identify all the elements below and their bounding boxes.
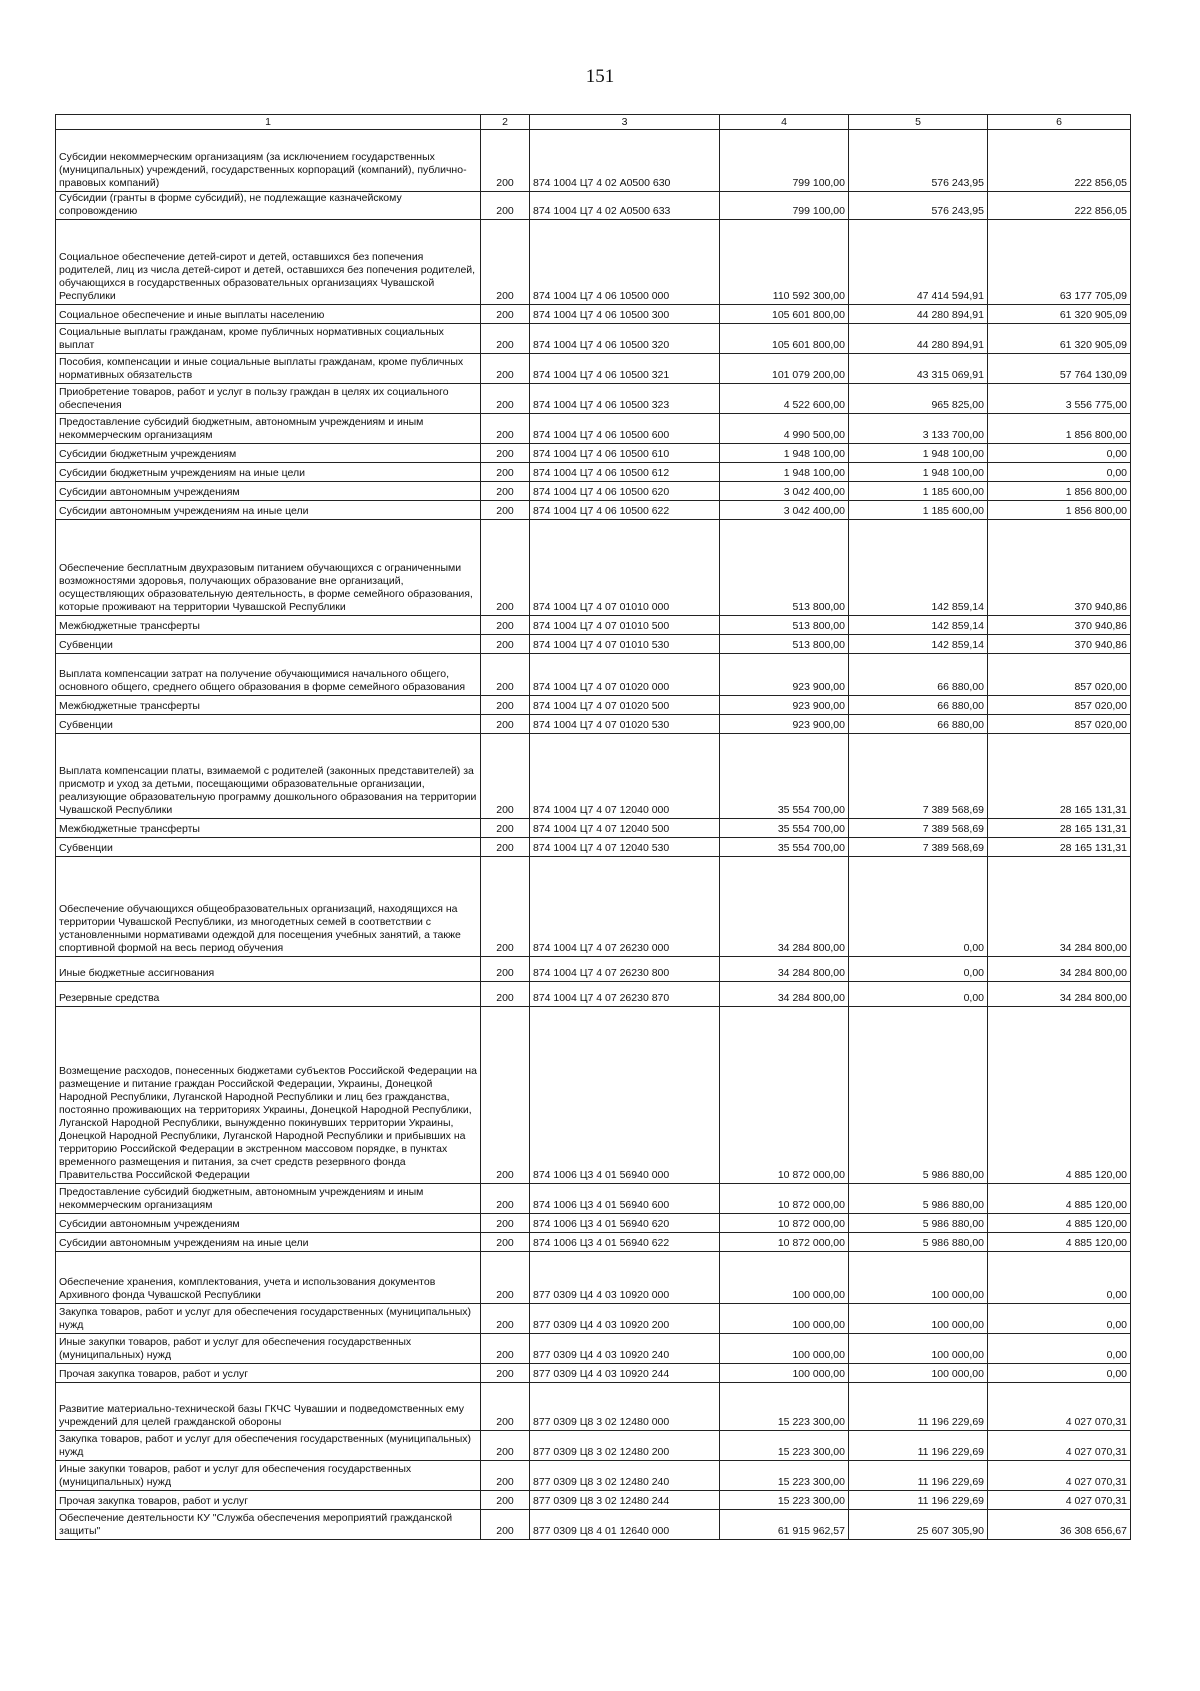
row-value-col4: 101 079 200,00: [720, 354, 849, 384]
table-row: [56, 354, 1131, 384]
row-value-col4: 923 900,00: [720, 696, 849, 715]
row-admin-code: 200: [481, 1252, 530, 1304]
row-value-col4: 1 948 100,00: [720, 444, 849, 463]
table-row: [56, 324, 1131, 354]
row-budget-code: 874 1004 Ц7 4 07 01010 000: [530, 520, 720, 616]
table-row: [56, 520, 1131, 616]
row-name: Обеспечение хранения, комплектования, учета и использования документов Архивного фонда Чувашской Республики: [56, 1252, 481, 1304]
row-name: Субвенции: [56, 715, 481, 734]
table-row: [56, 1334, 1131, 1364]
row-value-col6: 61 320 905,09: [988, 324, 1131, 354]
row-value-col4: 1 948 100,00: [720, 463, 849, 482]
row-value-col4: 923 900,00: [720, 654, 849, 696]
row-value-col4: 4 522 600,00: [720, 384, 849, 414]
row-budget-code: 877 0309 Ц8 4 01 12640 000: [530, 1510, 720, 1540]
row-admin-code: 200: [481, 354, 530, 384]
table-row: [56, 1431, 1131, 1461]
row-value-col5: 43 315 069,91: [849, 354, 988, 384]
row-value-col6: 28 165 131,31: [988, 819, 1131, 838]
row-admin-code: 200: [481, 635, 530, 654]
row-value-col6: 857 020,00: [988, 654, 1131, 696]
table-row: [56, 130, 1131, 192]
row-value-col5: 100 000,00: [849, 1252, 988, 1304]
row-value-col4: 15 223 300,00: [720, 1431, 849, 1461]
row-value-col5: 44 280 894,91: [849, 305, 988, 324]
row-budget-code: 874 1004 Ц7 4 06 10500 323: [530, 384, 720, 414]
row-value-col4: 34 284 800,00: [720, 982, 849, 1007]
row-budget-code: 874 1004 Ц7 4 06 10500 321: [530, 354, 720, 384]
row-value-col4: 513 800,00: [720, 616, 849, 635]
row-value-col5: 1 185 600,00: [849, 501, 988, 520]
table-row: [56, 220, 1131, 305]
row-value-col5: 3 133 700,00: [849, 414, 988, 444]
table-row: [56, 857, 1131, 957]
row-name: Межбюджетные трансферты: [56, 819, 481, 838]
row-value-col6: 57 764 130,09: [988, 354, 1131, 384]
row-name: Прочая закупка товаров, работ и услуг: [56, 1364, 481, 1383]
row-value-col5: 11 196 229,69: [849, 1491, 988, 1510]
row-name: Социальные выплаты гражданам, кроме публичных нормативных социальных выплат: [56, 324, 481, 354]
row-value-col4: 513 800,00: [720, 635, 849, 654]
row-name: Выплата компенсации платы, взимаемой с родителей (законных представителей) за присмотр и уход за детьми, посещающими образовательные организации, реализующие образовательную программу дошкольного образования на территории Чувашской Республики: [56, 734, 481, 819]
row-name: Закупка товаров, работ и услуг для обеспечения государственных (муниципальных) нужд: [56, 1431, 481, 1461]
row-name: Субвенции: [56, 635, 481, 654]
table-row: [56, 1491, 1131, 1510]
row-name: Субсидии автономным учреждениям на иные цели: [56, 1233, 481, 1252]
row-budget-code: 874 1004 Ц7 4 07 12040 500: [530, 819, 720, 838]
row-value-col4: 3 042 400,00: [720, 501, 849, 520]
row-name: Межбюджетные трансферты: [56, 696, 481, 715]
column-header-4: 4: [720, 115, 849, 130]
row-value-col6: 0,00: [988, 1334, 1131, 1364]
row-value-col6: 4 885 120,00: [988, 1214, 1131, 1233]
row-value-col5: 100 000,00: [849, 1334, 988, 1364]
row-budget-code: 874 1006 Ц3 4 01 56940 622: [530, 1233, 720, 1252]
row-name: Возмещение расходов, понесенных бюджетами субъектов Российской Федерации на размещение и питание граждан Российской Федерации, Украины, Донецкой Народной Республики, Луганской Народной Республики и лиц без гражданства, постоянно проживающих на территориях Украины, Донецкой Народной Республики, Луганской Народной Республики, вынужденно покинувших территории Украины, Донецкой Народной Республики, Луганской Народной Республики и прибывших на территорию Российской Федерации в экстренном массовом порядке, в пунктах временного размещения и питания, за счет средств резервного фонда Правительства Российской Федерации: [56, 1007, 481, 1184]
row-value-col6: 370 940,86: [988, 635, 1131, 654]
row-admin-code: 200: [481, 1184, 530, 1214]
row-value-col4: 61 915 962,57: [720, 1510, 849, 1540]
row-name: Обеспечение бесплатным двухразовым питанием обучающихся с ограниченными возможностями здоровья, получающих образование вне организаций, осуществляющих образовательную деятельность, в форме семейного образования, которые проживают на территории Чувашской Республики: [56, 520, 481, 616]
row-name: Предоставление субсидий бюджетным, автономным учреждениям и иным некоммерческим организациям: [56, 414, 481, 444]
row-admin-code: 200: [481, 463, 530, 482]
row-admin-code: 200: [481, 414, 530, 444]
row-value-col5: 11 196 229,69: [849, 1431, 988, 1461]
row-admin-code: 200: [481, 501, 530, 520]
row-value-col6: 857 020,00: [988, 715, 1131, 734]
table-row: [56, 1383, 1131, 1431]
row-value-col4: 15 223 300,00: [720, 1383, 849, 1431]
row-budget-code: 874 1004 Ц7 4 07 01020 530: [530, 715, 720, 734]
row-value-col5: 0,00: [849, 982, 988, 1007]
table-row: [56, 982, 1131, 1007]
row-value-col4: 100 000,00: [720, 1364, 849, 1383]
row-value-col5: 5 986 880,00: [849, 1007, 988, 1184]
row-budget-code: 874 1006 Ц3 4 01 56940 600: [530, 1184, 720, 1214]
row-value-col4: 35 554 700,00: [720, 838, 849, 857]
table-row: [56, 734, 1131, 819]
row-budget-code: 877 0309 Ц8 3 02 12480 200: [530, 1431, 720, 1461]
row-admin-code: 200: [481, 1007, 530, 1184]
row-name: Субсидии некоммерческим организациям (за исключением государственных (муниципальных) учреждений, государственных корпораций (компаний), публично-правовых компаний): [56, 130, 481, 192]
row-value-col6: 0,00: [988, 1364, 1131, 1383]
column-header-5: 5: [849, 115, 988, 130]
row-admin-code: 200: [481, 957, 530, 982]
row-admin-code: 200: [481, 384, 530, 414]
row-value-col5: 576 243,95: [849, 192, 988, 220]
row-admin-code: 200: [481, 982, 530, 1007]
row-value-col6: 63 177 705,09: [988, 220, 1131, 305]
row-value-col4: 34 284 800,00: [720, 857, 849, 957]
row-budget-code: 874 1004 Ц7 4 06 10500 320: [530, 324, 720, 354]
row-value-col4: 15 223 300,00: [720, 1461, 849, 1491]
row-value-col6: 1 856 800,00: [988, 482, 1131, 501]
row-name: Выплата компенсации затрат на получение обучающимися начального общего, основного общего, среднего общего образования в форме семейного образования: [56, 654, 481, 696]
row-value-col5: 25 607 305,90: [849, 1510, 988, 1540]
row-admin-code: 200: [481, 838, 530, 857]
table-body: [56, 130, 1131, 1540]
row-admin-code: 200: [481, 857, 530, 957]
row-value-col4: 105 601 800,00: [720, 324, 849, 354]
row-value-col5: 142 859,14: [849, 520, 988, 616]
row-budget-code: 874 1004 Ц7 4 07 01010 530: [530, 635, 720, 654]
row-budget-code: 877 0309 Ц4 4 03 10920 200: [530, 1304, 720, 1334]
table-row: [56, 384, 1131, 414]
row-value-col5: 5 986 880,00: [849, 1233, 988, 1252]
row-name: Прочая закупка товаров, работ и услуг: [56, 1491, 481, 1510]
row-budget-code: 874 1004 Ц7 4 07 01020 500: [530, 696, 720, 715]
row-value-col4: 105 601 800,00: [720, 305, 849, 324]
row-value-col6: 222 856,05: [988, 192, 1131, 220]
row-name: Субсидии автономным учреждениям на иные цели: [56, 501, 481, 520]
row-name: Межбюджетные трансферты: [56, 616, 481, 635]
row-name: Социальное обеспечение детей-сирот и детей, оставшихся без попечения родителей, лиц из числа детей-сирот и детей, оставшихся без попечения родителей, обучающихся в государственных образовательных организациях Чувашской Республики: [56, 220, 481, 305]
row-value-col6: 4 885 120,00: [988, 1007, 1131, 1184]
row-value-col4: 4 990 500,00: [720, 414, 849, 444]
row-name: Субвенции: [56, 838, 481, 857]
table-row: [56, 1364, 1131, 1383]
table-row: [56, 501, 1131, 520]
row-name: Обеспечение обучающихся общеобразовательных организаций, находящихся на территории Чувашской Республики, из многодетных семей в соответствии с установленными нормативами одеждой для посещения учебных занятий, а также спортивной формой на весь период обучения: [56, 857, 481, 957]
row-name: Закупка товаров, работ и услуг для обеспечения государственных (муниципальных) нужд: [56, 1304, 481, 1334]
row-value-col4: 110 592 300,00: [720, 220, 849, 305]
row-admin-code: 200: [481, 520, 530, 616]
row-admin-code: 200: [481, 1510, 530, 1540]
row-value-col6: 370 940,86: [988, 616, 1131, 635]
row-value-col4: 35 554 700,00: [720, 819, 849, 838]
row-value-col5: 47 414 594,91: [849, 220, 988, 305]
row-admin-code: 200: [481, 734, 530, 819]
row-name: Приобретение товаров, работ и услуг в пользу граждан в целях их социального обеспечения: [56, 384, 481, 414]
row-admin-code: 200: [481, 1304, 530, 1334]
table-row: [56, 1214, 1131, 1233]
row-value-col6: 34 284 800,00: [988, 857, 1131, 957]
row-value-col4: 10 872 000,00: [720, 1184, 849, 1214]
row-name: Субсидии автономным учреждениям: [56, 482, 481, 501]
table-row: [56, 838, 1131, 857]
column-header-1: 1: [56, 115, 481, 130]
row-budget-code: 874 1004 Ц7 4 07 01010 500: [530, 616, 720, 635]
row-budget-code: 877 0309 Ц8 3 02 12480 000: [530, 1383, 720, 1431]
row-value-col5: 100 000,00: [849, 1364, 988, 1383]
row-admin-code: 200: [481, 1491, 530, 1510]
table-row: [56, 1184, 1131, 1214]
column-header-2: 2: [481, 115, 530, 130]
row-value-col6: 0,00: [988, 463, 1131, 482]
row-name: Иные закупки товаров, работ и услуг для обеспечения государственных (муниципальных) нужд: [56, 1334, 481, 1364]
row-value-col4: 10 872 000,00: [720, 1233, 849, 1252]
table-row: [56, 1233, 1131, 1252]
row-budget-code: 874 1004 Ц7 4 06 10500 612: [530, 463, 720, 482]
row-value-col6: 28 165 131,31: [988, 838, 1131, 857]
row-name: Предоставление субсидий бюджетным, автономным учреждениям и иным некоммерческим организациям: [56, 1184, 481, 1214]
row-admin-code: 200: [481, 616, 530, 635]
row-value-col5: 576 243,95: [849, 130, 988, 192]
row-value-col4: 10 872 000,00: [720, 1214, 849, 1233]
row-value-col6: 4 027 070,31: [988, 1491, 1131, 1510]
row-admin-code: 200: [481, 1364, 530, 1383]
row-name: Обеспечение деятельности КУ "Служба обеспечения мероприятий гражданской защиты": [56, 1510, 481, 1540]
column-header-3: 3: [530, 115, 720, 130]
row-value-col6: 34 284 800,00: [988, 957, 1131, 982]
row-budget-code: 874 1006 Ц3 4 01 56940 620: [530, 1214, 720, 1233]
row-value-col5: 142 859,14: [849, 616, 988, 635]
row-value-col5: 66 880,00: [849, 654, 988, 696]
row-value-col6: 34 284 800,00: [988, 982, 1131, 1007]
row-admin-code: 200: [481, 715, 530, 734]
row-value-col6: 4 027 070,31: [988, 1431, 1131, 1461]
row-value-col5: 965 825,00: [849, 384, 988, 414]
table-row: [56, 696, 1131, 715]
row-value-col6: 0,00: [988, 444, 1131, 463]
budget-execution-table: [55, 114, 1131, 1540]
row-value-col6: 28 165 131,31: [988, 734, 1131, 819]
row-value-col6: 222 856,05: [988, 130, 1131, 192]
row-value-col5: 7 389 568,69: [849, 838, 988, 857]
row-value-col4: 15 223 300,00: [720, 1491, 849, 1510]
row-value-col5: 0,00: [849, 957, 988, 982]
row-name: Субсидии (гранты в форме субсидий), не подлежащие казначейскому сопровождению: [56, 192, 481, 220]
row-admin-code: 200: [481, 324, 530, 354]
row-value-col4: 35 554 700,00: [720, 734, 849, 819]
table-row: [56, 192, 1131, 220]
row-admin-code: 200: [481, 444, 530, 463]
row-value-col6: 0,00: [988, 1252, 1131, 1304]
row-admin-code: 200: [481, 1431, 530, 1461]
row-name: Иные закупки товаров, работ и услуг для обеспечения государственных (муниципальных) нужд: [56, 1461, 481, 1491]
row-value-col4: 100 000,00: [720, 1252, 849, 1304]
row-value-col4: 100 000,00: [720, 1334, 849, 1364]
row-value-col5: 5 986 880,00: [849, 1184, 988, 1214]
row-budget-code: 874 1004 Ц7 4 06 10500 620: [530, 482, 720, 501]
row-value-col6: 370 940,86: [988, 520, 1131, 616]
row-value-col6: 857 020,00: [988, 696, 1131, 715]
row-value-col4: 34 284 800,00: [720, 957, 849, 982]
row-budget-code: 874 1004 Ц7 4 06 10500 000: [530, 220, 720, 305]
table-row: [56, 444, 1131, 463]
row-value-col6: 3 556 775,00: [988, 384, 1131, 414]
row-value-col5: 5 986 880,00: [849, 1214, 988, 1233]
row-value-col6: 4 885 120,00: [988, 1233, 1131, 1252]
row-budget-code: 874 1004 Ц7 4 07 12040 530: [530, 838, 720, 857]
row-budget-code: 874 1004 Ц7 4 07 26230 000: [530, 857, 720, 957]
row-budget-code: 877 0309 Ц8 3 02 12480 244: [530, 1491, 720, 1510]
table-row: [56, 463, 1131, 482]
table-row: [56, 1461, 1131, 1491]
row-admin-code: 200: [481, 220, 530, 305]
table-row: [56, 1252, 1131, 1304]
row-name: Пособия, компенсации и иные социальные выплаты гражданам, кроме публичных нормативных обязательств: [56, 354, 481, 384]
row-budget-code: 877 0309 Ц4 4 03 10920 244: [530, 1364, 720, 1383]
row-name: Иные бюджетные ассигнования: [56, 957, 481, 982]
row-value-col6: 1 856 800,00: [988, 414, 1131, 444]
row-budget-code: 874 1006 Ц3 4 01 56940 000: [530, 1007, 720, 1184]
row-value-col5: 100 000,00: [849, 1304, 988, 1334]
row-admin-code: 200: [481, 192, 530, 220]
row-value-col5: 0,00: [849, 857, 988, 957]
table-row: [56, 414, 1131, 444]
table-row: [56, 654, 1131, 696]
row-value-col6: 1 856 800,00: [988, 501, 1131, 520]
row-budget-code: 874 1004 Ц7 4 06 10500 300: [530, 305, 720, 324]
row-name: Субсидии автономным учреждениям: [56, 1214, 481, 1233]
column-number-row: [56, 115, 1131, 130]
row-value-col6: 61 320 905,09: [988, 305, 1131, 324]
row-value-col4: 100 000,00: [720, 1304, 849, 1334]
row-admin-code: 200: [481, 1214, 530, 1233]
row-value-col5: 142 859,14: [849, 635, 988, 654]
row-value-col6: 36 308 656,67: [988, 1510, 1131, 1540]
row-value-col5: 7 389 568,69: [849, 734, 988, 819]
row-value-col4: 799 100,00: [720, 192, 849, 220]
row-admin-code: 200: [481, 1233, 530, 1252]
table-row: [56, 1304, 1131, 1334]
row-admin-code: 200: [481, 305, 530, 324]
row-value-col5: 11 196 229,69: [849, 1383, 988, 1431]
row-value-col4: 10 872 000,00: [720, 1007, 849, 1184]
row-name: Субсидии бюджетным учреждениям: [56, 444, 481, 463]
row-value-col4: 799 100,00: [720, 130, 849, 192]
row-admin-code: 200: [481, 654, 530, 696]
row-budget-code: 877 0309 Ц8 3 02 12480 240: [530, 1461, 720, 1491]
row-budget-code: 874 1004 Ц7 4 07 26230 800: [530, 957, 720, 982]
row-budget-code: 874 1004 Ц7 4 06 10500 600: [530, 414, 720, 444]
table-row: [56, 957, 1131, 982]
row-budget-code: 874 1004 Ц7 4 07 26230 870: [530, 982, 720, 1007]
table-row: [56, 819, 1131, 838]
row-value-col6: 4 885 120,00: [988, 1184, 1131, 1214]
row-budget-code: 874 1004 Ц7 4 02 А0500 633: [530, 192, 720, 220]
row-budget-code: 874 1004 Ц7 4 06 10500 610: [530, 444, 720, 463]
row-value-col6: 4 027 070,31: [988, 1383, 1131, 1431]
row-budget-code: 877 0309 Ц4 4 03 10920 000: [530, 1252, 720, 1304]
table-row: [56, 616, 1131, 635]
row-admin-code: 200: [481, 482, 530, 501]
table-row: [56, 715, 1131, 734]
row-name: Субсидии бюджетным учреждениям на иные цели: [56, 463, 481, 482]
table-row: [56, 635, 1131, 654]
row-budget-code: 874 1004 Ц7 4 07 12040 000: [530, 734, 720, 819]
row-value-col4: 3 042 400,00: [720, 482, 849, 501]
row-admin-code: 200: [481, 1334, 530, 1364]
row-value-col5: 1 948 100,00: [849, 444, 988, 463]
row-name: Резервные средства: [56, 982, 481, 1007]
row-budget-code: 874 1004 Ц7 4 02 А0500 630: [530, 130, 720, 192]
row-admin-code: 200: [481, 130, 530, 192]
row-name: Социальное обеспечение и иные выплаты населению: [56, 305, 481, 324]
row-value-col5: 7 389 568,69: [849, 819, 988, 838]
row-value-col4: 513 800,00: [720, 520, 849, 616]
row-admin-code: 200: [481, 819, 530, 838]
row-admin-code: 200: [481, 1461, 530, 1491]
table-row: [56, 1007, 1131, 1184]
row-value-col5: 11 196 229,69: [849, 1461, 988, 1491]
row-value-col6: 0,00: [988, 1304, 1131, 1334]
table-row: [56, 305, 1131, 324]
page-number: 151: [585, 66, 615, 87]
row-value-col5: 66 880,00: [849, 696, 988, 715]
row-admin-code: 200: [481, 1383, 530, 1431]
row-budget-code: 877 0309 Ц4 4 03 10920 240: [530, 1334, 720, 1364]
row-name: Развитие материально-технической базы ГКЧС Чувашии и подведомственных ему учреждений для целей гражданской обороны: [56, 1383, 481, 1431]
row-budget-code: 874 1004 Ц7 4 06 10500 622: [530, 501, 720, 520]
table-row: [56, 482, 1131, 501]
column-header-6: 6: [988, 115, 1131, 130]
row-value-col6: 4 027 070,31: [988, 1461, 1131, 1491]
row-value-col5: 1 948 100,00: [849, 463, 988, 482]
row-value-col5: 66 880,00: [849, 715, 988, 734]
row-value-col5: 44 280 894,91: [849, 324, 988, 354]
row-value-col5: 1 185 600,00: [849, 482, 988, 501]
row-budget-code: 874 1004 Ц7 4 07 01020 000: [530, 654, 720, 696]
row-value-col4: 923 900,00: [720, 715, 849, 734]
row-admin-code: 200: [481, 696, 530, 715]
table-row: [56, 1510, 1131, 1540]
